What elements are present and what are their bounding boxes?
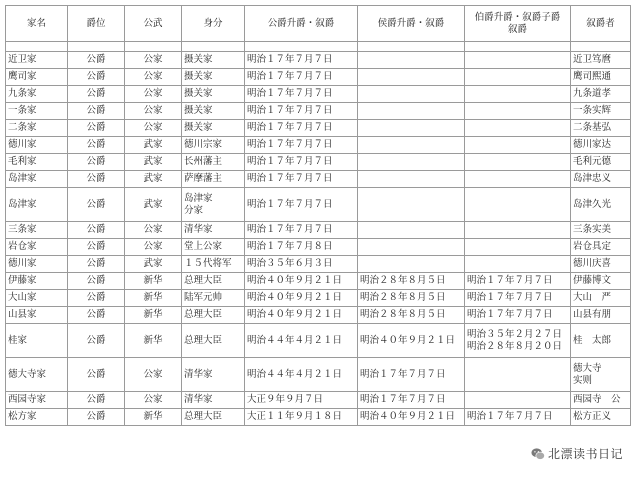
cell-person-line: 二条基弘 [573,122,612,133]
cell-duke-date-line: 大正１１年９月１８日 [247,411,343,422]
cell-family: 德川家 [6,256,68,273]
cell-status-line: 总理大臣 [184,309,223,320]
cell-person-line: 九条道孝 [573,88,612,99]
table-row [6,324,631,358]
cell-rank: 公爵 [68,256,125,273]
cell-count-date-line: 明治１７年７月７日 [467,292,553,303]
cell-person [571,86,631,103]
table-row [6,52,631,69]
table-row [6,222,631,239]
cell-duke-date-line: 明治４４年４月２１日 [247,334,343,346]
cell-status-line: 摄关家 [184,122,213,133]
table-row [6,103,631,120]
cell-person-line: 德川庆喜 [573,258,612,269]
cell-person-line: 松方正义 [573,411,612,422]
cell-kubu: 公家 [125,52,182,69]
cell-status [182,256,245,273]
cell-rank: 公爵 [68,392,125,409]
header-row [6,6,631,42]
cell-kubu: 公家 [125,120,182,137]
cell-marquis-date [358,324,465,358]
cell-count-date [465,86,571,103]
cell-count-date [465,103,571,120]
cell-duke-date [245,137,358,154]
cell-duke-date-line: 明治４０年９月２１日 [247,309,343,320]
cell-status-line: 德川宗家 [184,139,223,150]
cell-duke-date [245,171,358,188]
cell-kubu: 新华 [125,324,182,358]
cell-status-line: １５代将军 [184,258,232,269]
cell-person [571,137,631,154]
cell-duke-date [245,154,358,171]
table-row [6,307,631,324]
cell-person [571,409,631,426]
header-rank: 爵位 [68,6,125,42]
cell-status [182,154,245,171]
table-row [6,392,631,409]
cell-marquis-date [358,392,465,409]
cell-status [182,103,245,120]
cell-count-date [465,120,571,137]
cell-rank: 公爵 [68,171,125,188]
cell-marquis-date [358,103,465,120]
cell-family: 西园寺家 [6,392,68,409]
header-family: 家名 [6,6,68,42]
cell-kubu: 公家 [125,86,182,103]
cell-kubu: 公家 [125,392,182,409]
cell-count-date [465,239,571,256]
cell-count-date-line: 明治１７年７月７日 [467,309,553,320]
cell-status-line: 清华家 [184,224,213,235]
cell-rank: 公爵 [68,137,125,154]
cell-rank: 公爵 [68,324,125,358]
header-count-date: 伯爵升爵・叙爵子爵叙爵 [465,6,571,42]
cell-rank: 公爵 [68,86,125,103]
cell-count-date [465,171,571,188]
cell-status-line: 岛津家 [184,192,213,204]
cell-duke-date [245,52,358,69]
cell-status-line: 陆军元帅 [184,292,223,303]
cell-kubu: 公家 [125,239,182,256]
cell-family: 九条家 [6,86,68,103]
cell-status [182,188,245,222]
cell-count-date [465,154,571,171]
cell-status-line: 堂上公家 [184,241,223,252]
cell-duke-date-line: 明治１７年７月７日 [247,198,333,210]
cell-kubu: 武家 [125,188,182,222]
table-row [6,86,631,103]
header-status: 身分 [182,6,245,42]
cell-duke-date [245,239,358,256]
cell-person-line: 三条实美 [573,224,612,235]
cell-duke-date [245,69,358,86]
cell-duke-date-line: 明治１７年７月７日 [247,54,333,65]
cell-status [182,120,245,137]
cell-duke-date-line: 明治１７年７月７日 [247,122,333,133]
table-row [6,120,631,137]
header-person: 叙爵者 [571,6,631,42]
cell-rank: 公爵 [68,120,125,137]
peerage-table [5,5,631,426]
cell-count-date [465,307,571,324]
cell-family: 伊藤家 [6,273,68,290]
cell-marquis-date [358,222,465,239]
cell-marquis-date-line: 明治２８年８月５日 [360,292,446,303]
cell-person [571,324,631,358]
cell-duke-date-line: 明治１７年７月７日 [247,224,333,235]
cell-status [182,290,245,307]
cell-status [182,239,245,256]
cell-rank: 公爵 [68,409,125,426]
cell-family: 松方家 [6,409,68,426]
cell-marquis-date [358,188,465,222]
cell-duke-date-line: 明治４０年９月２１日 [247,292,343,303]
cell-kubu: 新华 [125,409,182,426]
cell-duke-date-line: 明治４０年９月２１日 [247,275,343,286]
cell-person [571,52,631,69]
cell-kubu: 武家 [125,137,182,154]
table-row [6,154,631,171]
cell-person [571,188,631,222]
cell-kubu: 新华 [125,273,182,290]
cell-kubu: 新华 [125,290,182,307]
cell-count-date [465,273,571,290]
cell-person [571,239,631,256]
cell-rank: 公爵 [68,69,125,86]
cell-kubu: 公家 [125,358,182,392]
cell-status [182,52,245,69]
cell-count-date [465,188,571,222]
cell-marquis-date [358,256,465,273]
cell-family: 近卫家 [6,52,68,69]
cell-rank: 公爵 [68,52,125,69]
cell-rank: 公爵 [68,273,125,290]
table-row [6,137,631,154]
cell-rank: 公爵 [68,222,125,239]
cell-duke-date [245,392,358,409]
watermark-text: 北漂读书日记 [547,447,623,461]
cell-person [571,358,631,392]
cell-count-date [465,69,571,86]
cell-marquis-date [358,273,465,290]
cell-person [571,120,631,137]
cell-duke-date-line: 明治１７年７月７日 [247,105,333,116]
cell-family: 毛利家 [6,154,68,171]
cell-person [571,392,631,409]
cell-family: 岛津家 [6,188,68,222]
cell-person-line: 岛津久光 [573,198,612,210]
cell-person [571,154,631,171]
cell-status [182,69,245,86]
cell-family: 桂家 [6,324,68,358]
cell-marquis-date-line: 明治１７年７月７日 [360,394,446,405]
cell-marquis-date [358,290,465,307]
cell-rank: 公爵 [68,154,125,171]
cell-count-date-line: 明治１７年７月７日 [467,411,553,422]
cell-marquis-date [358,69,465,86]
cell-count-date [465,409,571,426]
cell-person [571,69,631,86]
cell-family: 一条家 [6,103,68,120]
header-marquis-date: 侯爵升爵・叙爵 [358,6,465,42]
cell-family: 二条家 [6,120,68,137]
cell-rank: 公爵 [68,290,125,307]
cell-marquis-date-line: 明治４０年９月２１日 [360,411,456,422]
cell-person-line: 岩仓具定 [573,241,612,252]
cell-family: 岛津家 [6,171,68,188]
cell-status-line: 摄关家 [184,88,213,99]
cell-duke-date-line: 大正９年９月７日 [247,394,324,405]
cell-duke-date-line: 明治１７年７月８日 [247,241,333,252]
cell-marquis-date [358,409,465,426]
cell-marquis-date [358,358,465,392]
cell-family: 岩仓家 [6,239,68,256]
header-kubu: 公武 [125,6,182,42]
cell-status-line: 分家 [184,204,204,216]
cell-family: 大山家 [6,290,68,307]
cell-person-line: 鹰司熙通 [573,71,612,82]
cell-marquis-date [358,307,465,324]
cell-status [182,273,245,290]
table-row [6,256,631,273]
cell-count-date [465,137,571,154]
cell-duke-date-line: 明治３５年６月３日 [247,258,333,269]
cell-count-date-line: 明治３５年２月２７日 [467,328,563,340]
cell-duke-date [245,307,358,324]
table-row [6,273,631,290]
cell-person [571,103,631,120]
cell-duke-date [245,324,358,358]
cell-count-date-line: 明治１７年７月７日 [467,275,553,286]
cell-count-date [465,256,571,273]
cell-kubu: 武家 [125,154,182,171]
cell-count-date [465,324,571,358]
cell-status-line: 摄关家 [184,71,213,82]
cell-marquis-date [358,171,465,188]
cell-person-line: 实则 [573,374,593,386]
table-body [6,42,631,426]
cell-rank: 公爵 [68,307,125,324]
cell-kubu: 公家 [125,103,182,120]
cell-status [182,171,245,188]
cell-count-date [465,222,571,239]
cell-kubu: 武家 [125,171,182,188]
cell-marquis-date-line: 明治２８年８月５日 [360,309,446,320]
header-duke-date: 公爵升爵・叙爵 [245,6,358,42]
cell-duke-date-line: 明治１７年７月７日 [247,156,333,167]
cell-status-line: 摄关家 [184,54,213,65]
cell-status [182,392,245,409]
cell-person-line: 毛利元德 [573,156,612,167]
cell-person-line: 伊藤博文 [573,275,612,286]
cell-status [182,324,245,358]
cell-status [182,137,245,154]
cell-person-line: 近卫笃麿 [573,54,612,65]
wechat-icon [531,447,545,461]
cell-rank: 公爵 [68,239,125,256]
cell-count-date [465,358,571,392]
cell-family: 山县家 [6,307,68,324]
cell-rank: 公爵 [68,358,125,392]
cell-status-line: 清华家 [184,394,213,405]
cell-kubu: 公家 [125,69,182,86]
cell-status-line: 摄关家 [184,105,213,116]
cell-person-line: 岛津忠义 [573,173,612,184]
cell-status-line: 长州藩主 [184,156,223,167]
cell-marquis-date-line: 明治２８年８月５日 [360,275,446,286]
table-row [6,171,631,188]
table-row [6,290,631,307]
cell-marquis-date [358,137,465,154]
cell-person-line: 西园寺 公 [573,394,621,405]
table-row [6,69,631,86]
cell-duke-date [245,256,358,273]
cell-marquis-date [358,52,465,69]
cell-status [182,307,245,324]
cell-marquis-date [358,239,465,256]
table-row [6,358,631,392]
cell-marquis-date-line: 明治４０年９月２１日 [360,334,456,346]
cell-duke-date [245,273,358,290]
cell-person-line: 德川家达 [573,139,612,150]
cell-person [571,273,631,290]
cell-kubu: 武家 [125,256,182,273]
cell-duke-date-line: 明治１７年７月７日 [247,139,333,150]
cell-person-line: 桂 太郎 [573,334,612,346]
cell-marquis-date [358,120,465,137]
cell-status [182,222,245,239]
cell-duke-date [245,188,358,222]
cell-duke-date-line: 明治１７年７月７日 [247,173,333,184]
cell-person-line: 一条实辉 [573,105,612,116]
cell-duke-date [245,86,358,103]
cell-marquis-date [358,154,465,171]
cell-person [571,290,631,307]
cell-status [182,358,245,392]
table-row [6,188,631,222]
cell-status [182,409,245,426]
cell-person-line: 德大寺 [573,362,602,374]
cell-family: 德川家 [6,137,68,154]
cell-marquis-date-line: 明治１７年７月７日 [360,368,446,380]
cell-duke-date-line: 明治１７年７月７日 [247,71,333,82]
cell-duke-date [245,222,358,239]
cell-count-date [465,290,571,307]
spacer-row [6,42,631,52]
cell-count-date [465,392,571,409]
cell-kubu: 公家 [125,222,182,239]
cell-status [182,86,245,103]
cell-family: 三条家 [6,222,68,239]
cell-count-date-line: 明治２８年８月２０日 [467,340,563,352]
cell-duke-date [245,358,358,392]
cell-status-line: 总理大臣 [184,275,223,286]
table-row [6,409,631,426]
cell-rank: 公爵 [68,188,125,222]
cell-person [571,256,631,273]
cell-rank: 公爵 [68,103,125,120]
cell-person [571,222,631,239]
cell-status-line: 萨摩藩主 [184,173,223,184]
table-row [6,239,631,256]
cell-kubu: 新华 [125,307,182,324]
cell-person [571,171,631,188]
watermark [528,444,626,463]
cell-family: 鹰司家 [6,69,68,86]
cell-person [571,307,631,324]
cell-duke-date-line: 明治１７年７月７日 [247,88,333,99]
cell-status-line: 清华家 [184,368,213,380]
cell-person-line: 大山 严 [573,292,612,303]
cell-marquis-date [358,86,465,103]
cell-duke-date [245,409,358,426]
cell-status-line: 总理大臣 [184,411,223,422]
cell-duke-date-line: 明治４４年４月２１日 [247,368,343,380]
cell-status-line: 总理大臣 [184,334,223,346]
cell-duke-date [245,120,358,137]
cell-count-date [465,52,571,69]
cell-family: 德大寺家 [6,358,68,392]
cell-person-line: 山县有朋 [573,309,612,320]
cell-duke-date [245,103,358,120]
cell-duke-date [245,290,358,307]
